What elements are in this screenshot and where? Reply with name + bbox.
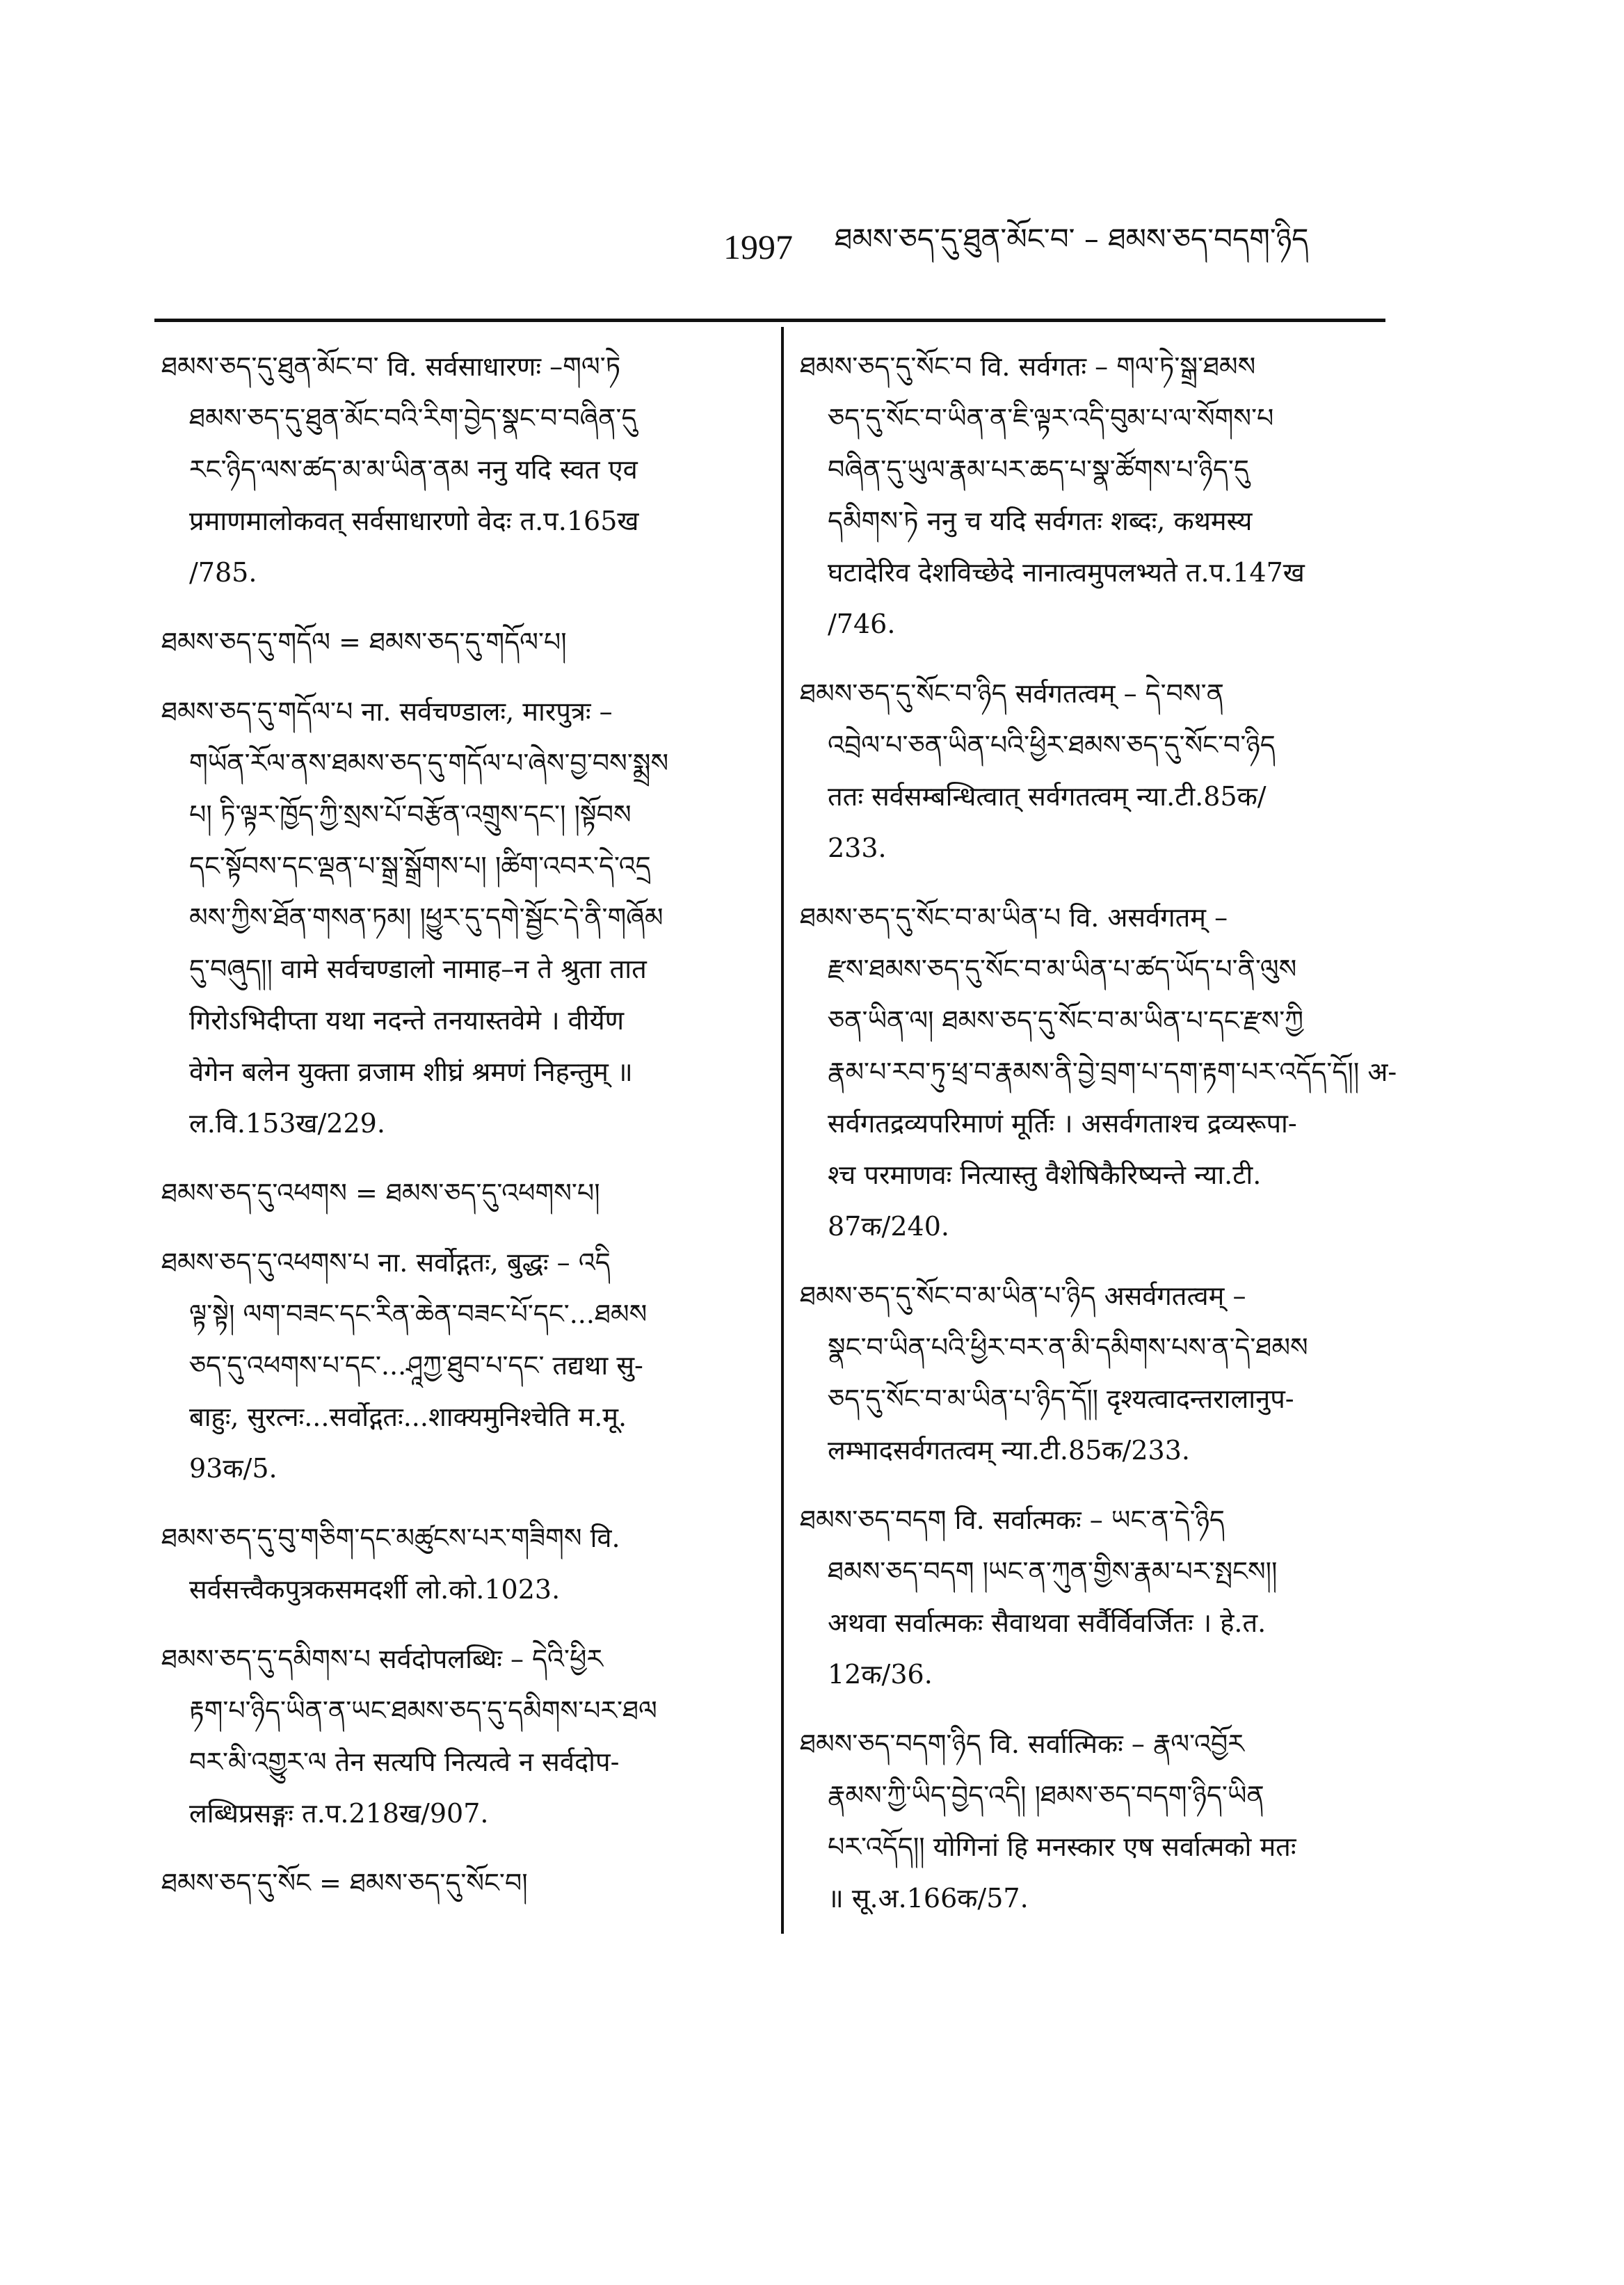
entry-text-line: རང་ཉིད་ལས་ཚད་མ་མ་ཡིན་ནམ ननु यदि स्वत एव — [189, 454, 638, 485]
entry-text-line: རྫས་ཐམས་ཅད་དུ་སོང་བ་མ་ཡིན་པ་ཚད་ཡོད་པ་ནི་ལུས — [828, 954, 1297, 984]
entry-text-line: ཐམས་ཅད་དུ་ཐུན་མོང་བའི་རིག་བྱེད་སྣང་བ་བཞིན་དུ — [189, 403, 637, 433]
right-column — [800, 341, 1398, 1942]
dictionary-entry — [800, 1718, 1398, 1924]
left-column — [161, 341, 773, 1927]
entry-text-line: པར་འདོད།། योगिनां हि मनस्कार एष सर्वात्मको मतः — [828, 1831, 1296, 1862]
entry-headword-line: ཐམས་ཅད་དུ་བུ་གཅིག་དང་མཚུངས་པར་གཟིགས वि. — [161, 1523, 620, 1553]
entry-headword-line: ཐམས་ཅད་དུ་སོང་བ་མ་ཡིན་པ वि. असर्वगतम् – — [800, 902, 1228, 933]
entry-text-line: वेगेन बलेन युक्ता व्रजाम शीघ्रं श्रमणं निहन्तुम् ॥ — [189, 1057, 633, 1087]
entry-text-line: ཅད་དུ་འཕགས་པ་དང་...ཤཱཀྱ་ཐུབ་པ་དང་ तद्यथा सु- — [189, 1350, 643, 1381]
entry-text-line: 12क/36. — [828, 1659, 933, 1690]
entry-text-line: श्च परमाणवः नित्यास्तु वैशेषिकैरिष्यन्ते न्या.टी. — [828, 1160, 1262, 1190]
entry-text-line: लम्भादसर्वगतत्वम् न्या.टी.85क/233. — [828, 1435, 1190, 1466]
entry-text-line: 93क/5. — [189, 1453, 278, 1484]
entry-text-line: གཡོན་རོལ་ནས་ཐམས་ཅད་དུ་གདོལ་པ་ཞེས་བྱ་བས་སྨྲས — [189, 748, 669, 778]
entry-headword-line: ཐམས་ཅད་བདག वि. सर्वात्मकः – ཡང་ན་དེ་ཉིད — [800, 1505, 1225, 1535]
entry-text-line: དུ་བཞུད།། वामे सर्वचण्डालो नामाह–न ते श्रुता तात — [189, 954, 647, 984]
entry-text-line: རྣམས་ཀྱི་ཡིད་བྱེད་འདི། །ཐམས་ཅད་བདག་ཉིད་ཡིན — [828, 1780, 1264, 1811]
dictionary-entry — [800, 1270, 1398, 1476]
entry-text-line: सर्वगतद्रव्यपरिमाणं मूर्तिः । असर्वगताश्च द्रव्यरूपा- — [828, 1108, 1297, 1139]
entry-text-line: རྣམ་པ་རབ་ཏུ་ཕྲ་བ་རྣམས་ནི་བྱེ་བྲག་པ་དག་རྟག་པར་འདོད་དོ།། अ- — [828, 1057, 1397, 1087]
dictionary-entry — [161, 1167, 773, 1219]
entry-text-line: घटादेरिव देशविच्छेदे नानात्वमुपलभ्यते त.प.147ख — [828, 557, 1305, 588]
running-head: ཐམས་ཅད་དུ་ཐུན་མོང་བ་ – ཐམས་ཅད་བདག་ཉིད — [835, 221, 1309, 256]
entry-text-line: ཅད་དུ་སོང་བ་ཡིན་ན་ཇི་ལྟར་འདི་བུམ་པ་ལ་སོགས་པ — [828, 403, 1274, 433]
entry-text-line: गिरोऽभिदीप्ता यथा नदन्ते तनयास्तवेमे । वीर्येण — [189, 1005, 625, 1036]
entry-text-line: ल.वि.153ख/229. — [189, 1108, 385, 1139]
entry-text-line: /785. — [189, 557, 257, 588]
entry-text-line: ལྟ་སྟེ། ལག་བཟང་དང་རིན་ཆེན་བཟང་པོ་དང་...ཐམས — [189, 1299, 648, 1329]
entry-text-line: ཐམས་ཅད་བདག །ཡང་ན་ཀུན་གྱིས་རྣམ་པར་སྤངས།། — [828, 1556, 1278, 1587]
entry-text-line: लब्धिप्रसङ्गः त.प.218ख/907. — [189, 1798, 489, 1829]
entry-text-line: དང་སྟོབས་དང་ལྡན་པ་སྒྲ་སྒྲོགས་པ། །ཚིག་འབར་དེ་འདྲ — [189, 851, 651, 881]
entry-text-line: འབྲེལ་པ་ཅན་ཡིན་པའི་ཕྱིར་ཐམས་ཅད་དུ་སོང་བ་ཉིད — [828, 730, 1276, 760]
dictionary-entry — [161, 616, 773, 668]
entry-text-line: ॥ सू.अ.166क/57. — [828, 1883, 1029, 1914]
dictionary-entry — [800, 892, 1398, 1252]
entry-headword-line: ཐམས་ཅད་དུ་གདོལ་པ ना. सर्वचण्डालः, मारपुत्रः – — [161, 696, 613, 727]
entry-text-line: སྣང་བ་ཡིན་པའི་ཕྱིར་བར་ན་མི་དམིགས་པས་ན་དེ་ཐམས — [828, 1332, 1308, 1363]
dictionary-entry — [161, 1857, 773, 1909]
header-rule — [154, 319, 1385, 322]
entry-text-line: ततः सर्वसम्बन्धित्वात् सर्वगतत्वम् न्या.टी.85क/ — [828, 781, 1267, 812]
entry-text-line: /746. — [828, 609, 896, 639]
entry-headword-line: ཐམས་ཅད་དུ་སོང = ཐམས་ཅད་དུ་སོང་བ། — [161, 1868, 528, 1898]
entry-headword-line: ཐམས་ཅད་དུ་ཐུན་མོང་བ་ वि. सर्वसाधारणः –གལ་ཏེ — [161, 351, 621, 382]
entry-headword-line: ཐམས་ཅད་དུ་སོང་བ་ཉིད सर्वगतत्वम् – དེ་བས་ན — [800, 678, 1224, 709]
dictionary-entry — [161, 1237, 773, 1494]
entry-text-line: ཅན་ཡིན་ལ། ཐམས་ཅད་དུ་སོང་བ་མ་ཡིན་པ་དང་རྫས་ཀྱི — [828, 1005, 1304, 1036]
dictionary-entry — [800, 1494, 1398, 1700]
dictionary-entry — [161, 1633, 773, 1839]
entry-text-line: བཞིན་དུ་ཡུལ་རྣམ་པར་ཆད་པ་སྣ་ཚོགས་པ་ཉིད་དུ — [828, 454, 1249, 485]
page-header — [723, 216, 1384, 278]
entry-text-line: 233. — [828, 833, 887, 863]
entry-headword-line: ཐམས་ཅད་དུ་སོང་བ वि. सर्वगतः – གལ་ཏེ་སྒྲ་ཐམས — [800, 351, 1256, 382]
entry-text-line: ཅད་དུ་སོང་བ་མ་ཡིན་པ་ཉིད་དོ།། दृश्यत्वादन्तरालानुप- — [828, 1384, 1294, 1414]
dictionary-entry — [161, 686, 773, 1149]
entry-text-line: बाहुः, सुरत्नः...सर्वोद्गतः...शाक्यमुनिश्चेति म.मू. — [189, 1402, 627, 1432]
entry-headword-line: ཐམས་ཅད་དུ་གདོལ = ཐམས་ཅད་དུ་གདོལ་པ། — [161, 627, 567, 657]
dictionary-entry — [800, 341, 1398, 650]
entry-headword-line: ཐམས་ཅད་དུ་འཕགས་པ ना. सर्वोद्गतः, बुद्धः – འདི — [161, 1247, 611, 1278]
column-divider — [781, 327, 784, 1934]
entry-headword-line: ཐམས་ཅད་བདག་ཉིད वि. सर्वात्मिकः – རྣལ་འབྱོར — [800, 1729, 1244, 1759]
page-number: 1997 — [723, 227, 793, 266]
entry-text-line: རྟག་པ་ཉིད་ཡིན་ན་ཡང་ཐམས་ཅད་དུ་དམིགས་པར་ཐལ — [189, 1695, 657, 1726]
dictionary-entry — [161, 1512, 773, 1615]
entry-text-line: པ། ཏི་ལྟར་ཁྱོད་ཀྱི་སྲས་པོ་བརྩོན་འགྲུས་དང་། །སྟོབས — [189, 799, 632, 830]
entry-text-line: अथवा सर्वात्मकः सैवाथवा सर्वैर्विवर्जितः । हे.त. — [828, 1607, 1267, 1638]
entry-headword-line: ཐམས་ཅད་དུ་འཕགས = ཐམས་ཅད་དུ་འཕགས་པ། — [161, 1178, 600, 1208]
entry-text-line: प्रमाणमालोकवत् सर्वसाधारणो वेदः त.प.165ख — [189, 506, 639, 536]
entry-text-line: सर्वसत्त्वैकपुत्रकसमदर्शी लो.को.1023. — [189, 1574, 561, 1605]
entry-text-line: བར་མི་འགྱུར་ལ तेन सत्यपि नित्यत्वे न सर्वदोप- — [189, 1747, 620, 1777]
entry-headword-line: ཐམས་ཅད་དུ་སོང་བ་མ་ཡིན་པ་ཉིད असर्वगतत्वम् – — [800, 1281, 1246, 1311]
entry-text-line: མས་ཀྱིས་ཐོན་གསན་ཏམ། །ཕྱུར་དུ་དགེ་སྦྱོང་དེ་ནི་གཞོམ — [189, 902, 664, 933]
entry-headword-line: ཐམས་ཅད་དུ་དམིགས་པ सर्वदोपलब्धिः – དེའི་ཕྱིར — [161, 1644, 604, 1674]
dictionary-entry — [161, 341, 773, 598]
dictionary-entry — [800, 668, 1398, 874]
entry-text-line: དམིགས་ཏེ ननु च यदि सर्वगतः शब्दः, कथमस्य — [828, 506, 1253, 536]
entry-text-line: 87क/240. — [828, 1211, 949, 1242]
